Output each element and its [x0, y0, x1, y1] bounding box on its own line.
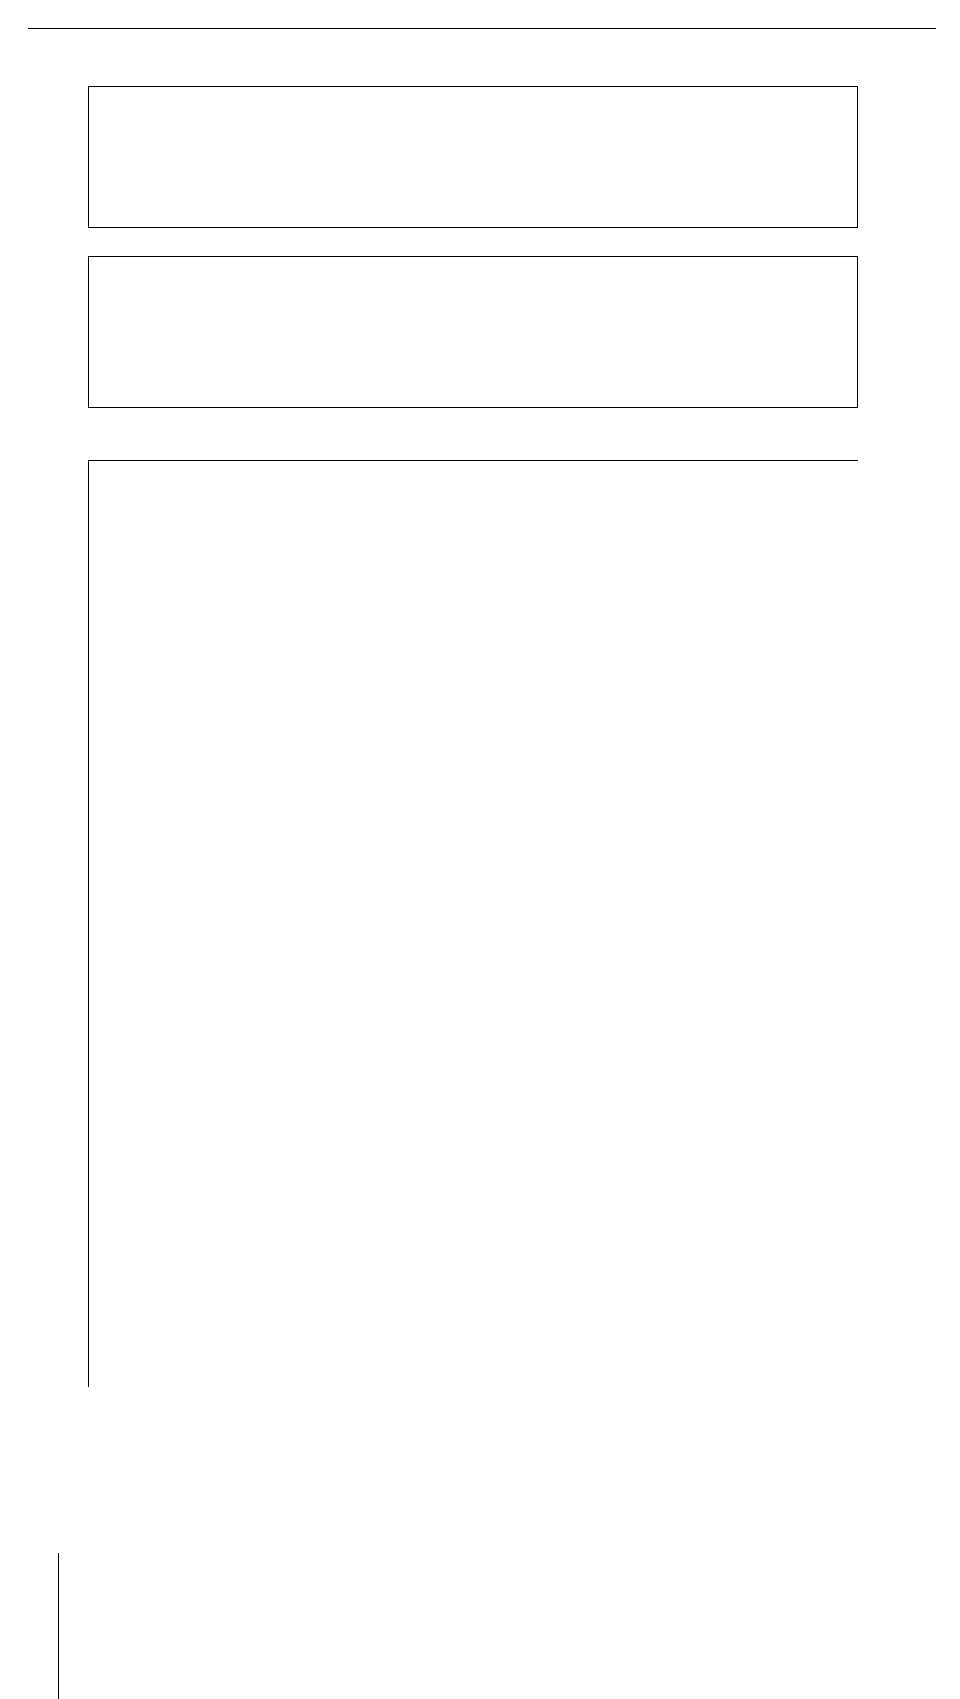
results-table [88, 460, 858, 1387]
header-rule [28, 28, 936, 29]
top-table [88, 86, 858, 228]
info-table [88, 256, 858, 408]
page-number-box [0, 1553, 59, 1699]
